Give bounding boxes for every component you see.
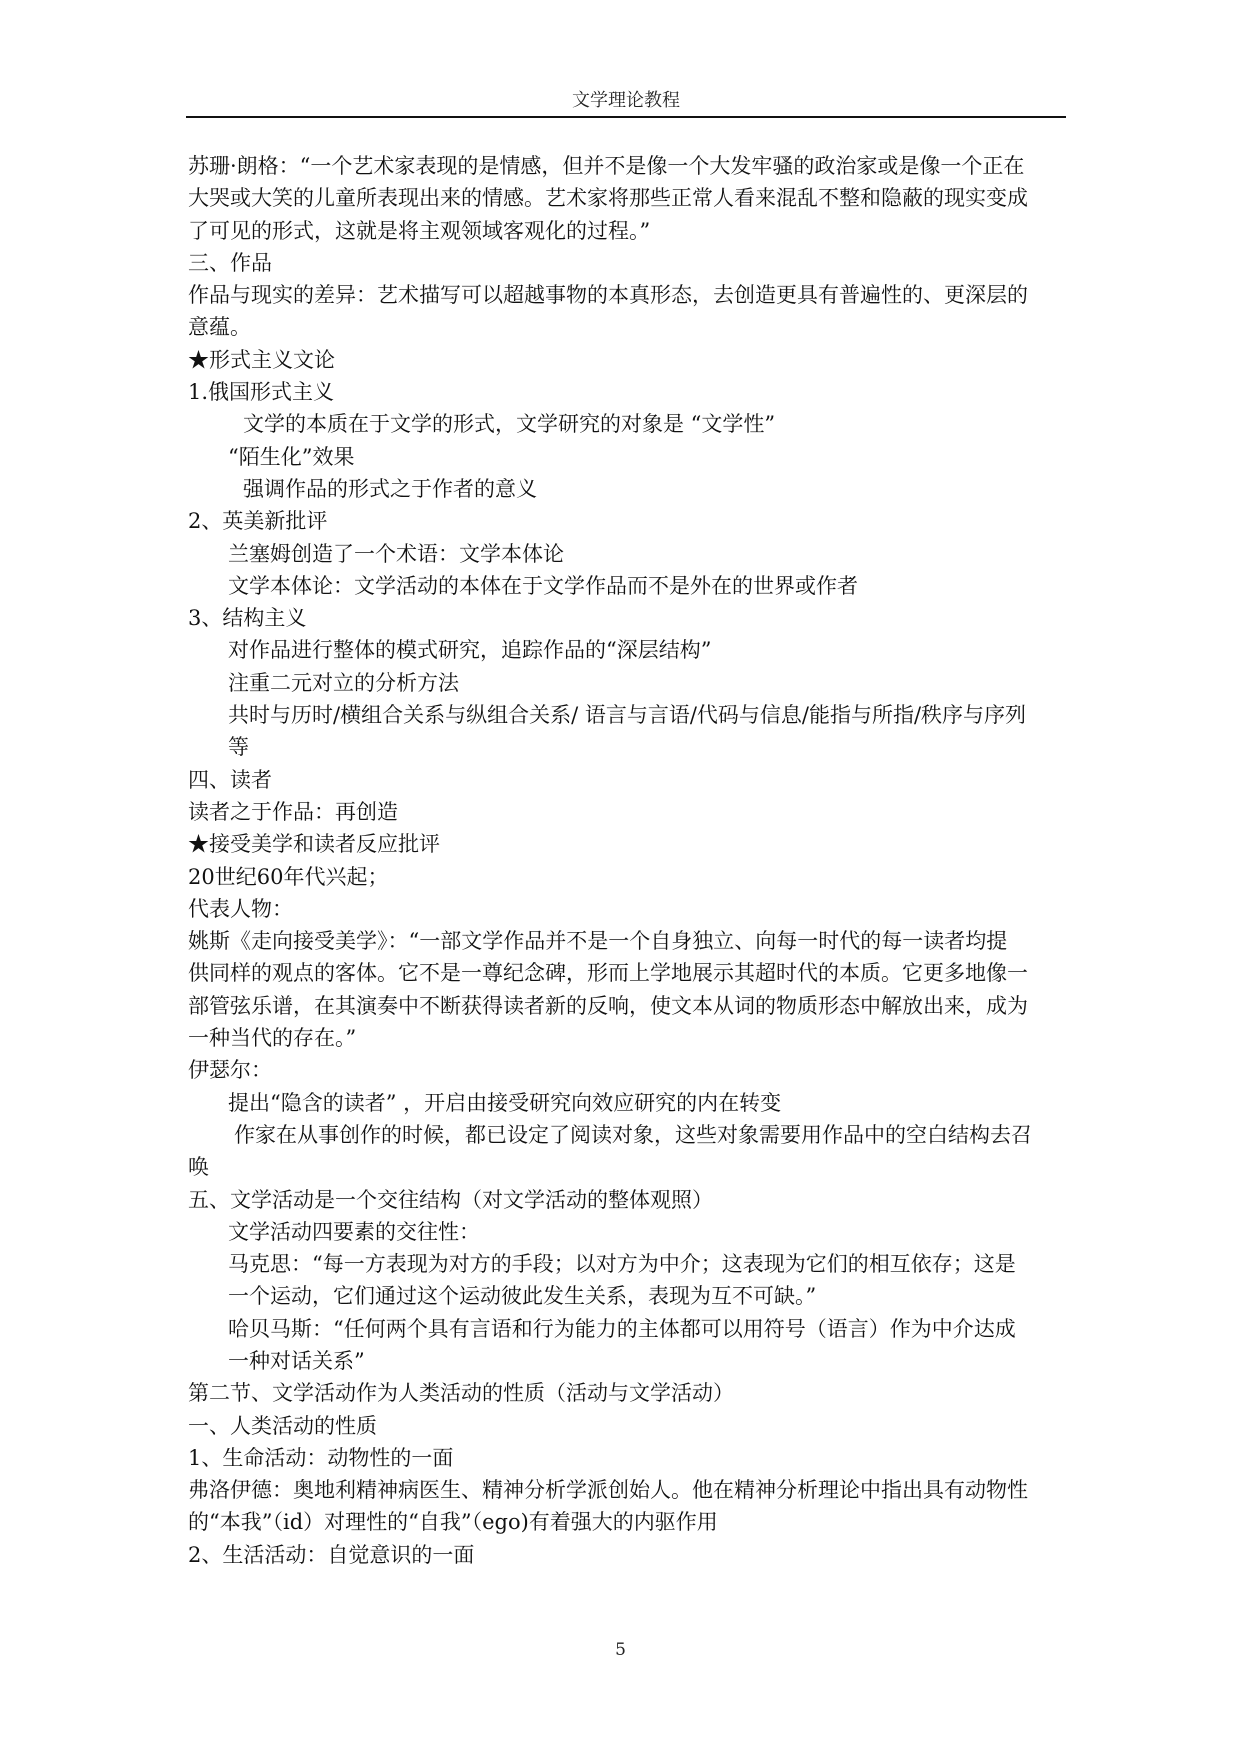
text-line: 苏珊·朗格：“一个艺术家表现的是情感，但并不是像一个大发牢骚的政治家或是像一个正在 [188,154,1025,178]
page-body [188,150,1068,1571]
text-line: 兰塞姆创造了一个术语：文学本体论 [228,541,564,566]
text-line: 提出“隐含的读者” ，开启由接受研究向效应研究的内在转变 [228,1090,782,1115]
text-line: 哈贝马斯：“任何两个具有言语和行为能力的主体都可以用符号（语言）作为中介达成 [228,1316,1016,1341]
page-number: 5 [615,1640,626,1660]
text-line: 马克思：“每一方表现为对方的手段；以对方为中介；这表现为它们的相互依存；这是 [228,1252,1016,1277]
text-line: 的“本我”（id）对理性的“自我”（ego)有着强大的内驱作用 [188,1510,718,1535]
subheading: 2、英美新批评 [188,509,328,534]
text-line: 姚斯《走向接受美学》：“一部文学作品并不是一个自身独立、向每一时代的每一读者均提 [188,929,1008,954]
text-line: 作品与现实的差异：艺术描写可以超越事物的本真形态，去创造更具有普遍性的、更深层的 [188,283,1028,308]
text-line: 代表人物： [188,896,293,921]
text-line: 文学活动四要素的交往性： [228,1219,480,1244]
section-heading: 一、人类活动的性质 [188,1413,377,1438]
text-line: 注重二元对立的分析方法 [228,670,459,695]
starred-heading: ★接受美学和读者反应批评 [188,832,440,857]
text-line: 了可见的形式，这就是将主观领域客观化的过程。” [188,218,651,243]
text-line: 文学的本质在于文学的形式，文学研究的对象是 “文学性” [243,412,776,437]
text-line: 读者之于作品：再创造 [188,799,398,824]
text-line: 唤 [188,1155,209,1180]
text-line: 作家在从事创作的时候，都已设定了阅读对象，这些对象需要用作品中的空白结构去召 [234,1122,1032,1147]
text-line: 对作品进行整体的模式研究，追踪作品的“深层结构” [228,638,712,663]
section-heading: 三、作品 [188,250,272,275]
starred-heading: ★形式主义文论 [188,347,335,372]
subheading: 1、生命活动：动物性的一面 [188,1445,454,1470]
text-line: 意蕴。 [188,315,251,340]
text-line: 伊瑟尔： [188,1058,272,1083]
header-rule [186,116,1066,118]
section-heading: 第二节、文学活动作为人类活动的性质（活动与文学活动） [188,1381,734,1406]
text-line: 一个运动，它们通过这个运动彼此发生关系，表现为互不可缺。” [228,1284,817,1309]
text-line: 供同样的观点的客体。它不是一尊纪念碑，形而上学地展示其超时代的本质。它更多地像一 [188,961,1028,986]
section-heading: 四、读者 [188,767,272,792]
text-line: 一种对话关系” [228,1348,365,1373]
text-line: 部管弦乐谱，在其演奏中不断获得读者新的反响，使文本从词的物质形态中解放出来，成为 [188,993,1028,1018]
text-line: 弗洛伊德：奥地利精神病医生、精神分析学派创始人。他在精神分析理论中指出具有动物性 [188,1478,1028,1503]
text-line: 文学本体论：文学活动的本体在于文学作品而不是外在的世界或作者 [228,573,858,598]
subheading: 3、结构主义 [188,606,307,631]
subheading: 1.俄国形式主义 [188,380,335,405]
running-header: 文学理论教程 [572,90,680,111]
section-heading: 五、文学活动是一个交往结构（对文学活动的整体观照） [188,1187,713,1212]
subheading: 2、生活活动：自觉意识的一面 [188,1542,475,1567]
text-line: 大哭或大笑的儿童所表现出来的情感。艺术家将那些正常人看来混乱不整和隐蔽的现实变成 [188,186,1028,211]
text-line: 强调作品的形式之于作者的意义 [243,476,537,501]
text-line: 共时与历时/横组合关系与纵组合关系/ 语言与言语/代码与信息/能指与所指/秩序与序列 [228,703,1027,728]
text-line: 等 [228,735,249,760]
text-line: “陌生化”效果 [228,444,355,469]
text-line: 20世纪60年代兴起； [188,864,389,889]
text-line: 一种当代的存在。” [188,1026,357,1051]
